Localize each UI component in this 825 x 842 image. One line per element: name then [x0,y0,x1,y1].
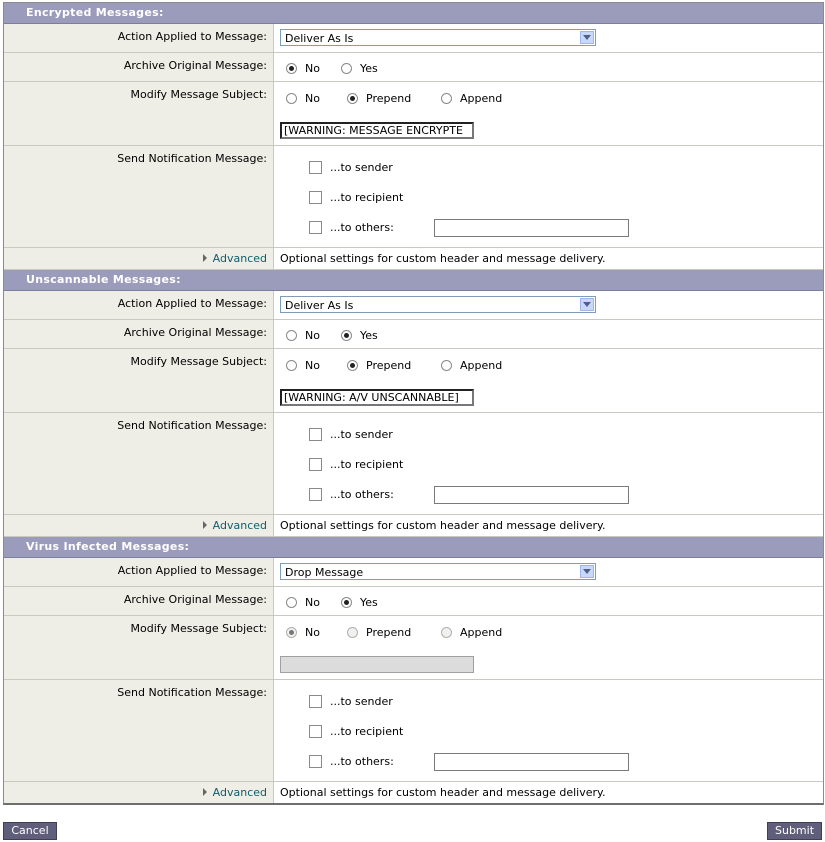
archive-yes-option[interactable] [341,329,378,342]
action-select-value: Drop Message [285,566,364,579]
action-select-value: Deliver As Is [285,299,354,312]
archive-yes-radio[interactable] [341,330,352,341]
section-header-unscannable: Unscannable Messages: [4,270,823,291]
notify-sender-checkbox[interactable] [309,428,322,441]
subject-prepend-label: Prepend [366,359,412,372]
notify-sender-checkbox[interactable] [309,695,322,708]
notify-others-checkbox[interactable] [309,488,322,501]
notify-others-input[interactable] [434,219,629,237]
notify-others-option[interactable] [309,221,394,234]
archive-yes-label: Yes [360,62,378,75]
subject-prepend-radio[interactable] [347,627,358,638]
notify-recipient-label: ...to recipient [330,725,404,738]
subject-append-label: Append [460,92,503,105]
notify-sender-option[interactable] [309,695,393,708]
subject-no-label: No [305,92,320,105]
subject-no-label: No [305,626,320,639]
antivirus-settings-panel [3,2,824,805]
subject-append-option[interactable] [441,626,502,639]
notify-label: Send Notification Message: [4,680,274,781]
notify-sender-option[interactable] [309,161,393,174]
subject-append-label: Append [460,359,503,372]
row-advanced [4,515,823,537]
notify-others-option[interactable] [309,488,394,501]
subject-prepend-radio[interactable] [347,93,358,104]
row-archive [4,587,823,616]
triangle-right-icon [203,521,207,529]
row-advanced [4,782,823,803]
subject-no-radio[interactable] [286,93,297,104]
archive-no-label: No [305,329,320,342]
subject-append-option[interactable] [441,92,502,105]
archive-yes-label: Yes [360,596,378,609]
subject-prepend-option[interactable] [347,359,411,372]
subject-prepend-label: Prepend [366,92,412,105]
subject-append-label: Append [460,626,503,639]
row-action [4,291,823,320]
notify-sender-label: ...to sender [330,428,393,441]
row-archive [4,320,823,349]
chevron-down-icon[interactable] [580,31,594,44]
notify-others-checkbox[interactable] [309,221,322,234]
section-header-encrypted: Encrypted Messages: [4,3,823,24]
archive-yes-radio[interactable] [341,597,352,608]
modify-label: Modify Message Subject: [4,349,274,412]
advanced-toggle[interactable] [4,782,274,803]
subject-text-input[interactable]: [WARNING: A/V UNSCANNABLE] [280,389,474,406]
archive-no-radio[interactable] [286,63,297,74]
chevron-down-icon[interactable] [580,298,594,311]
triangle-right-icon [203,788,207,796]
action-select[interactable] [280,563,596,580]
archive-yes-option[interactable] [341,596,378,609]
advanced-description: Optional settings for custom header and message delivery. [280,786,606,799]
submit-button[interactable]: Submit [767,822,822,840]
notify-others-label: ...to others: [330,488,394,501]
subject-no-radio[interactable] [286,627,297,638]
archive-yes-option[interactable] [341,62,378,75]
notify-recipient-checkbox[interactable] [309,191,322,204]
action-label: Action Applied to Message: [4,24,274,52]
subject-append-radio[interactable] [441,627,452,638]
archive-label: Archive Original Message: [4,53,274,81]
notify-recipient-checkbox[interactable] [309,458,322,471]
notify-label: Send Notification Message: [4,146,274,247]
advanced-description: Optional settings for custom header and message delivery. [280,252,606,265]
subject-prepend-radio[interactable] [347,360,358,371]
archive-yes-radio[interactable] [341,63,352,74]
notify-sender-label: ...to sender [330,161,393,174]
notify-recipient-option[interactable] [309,191,403,204]
advanced-link[interactable]: Advanced [212,252,267,265]
subject-append-radio[interactable] [441,93,452,104]
notify-sender-option[interactable] [309,428,393,441]
subject-append-option[interactable] [441,359,502,372]
subject-no-label: No [305,359,320,372]
row-notification [4,146,823,248]
subject-prepend-option[interactable] [347,92,411,105]
advanced-description: Optional settings for custom header and message delivery. [280,519,606,532]
row-notification [4,413,823,515]
notify-others-label: ...to others: [330,221,394,234]
archive-no-label: No [305,596,320,609]
row-modify-subject [4,82,823,146]
action-select[interactable] [280,29,596,46]
action-select[interactable] [280,296,596,313]
notify-recipient-option[interactable] [309,458,403,471]
subject-text-input[interactable]: [WARNING: MESSAGE ENCRYPTE [280,122,474,139]
row-action [4,558,823,587]
row-notification [4,680,823,782]
notify-recipient-label: ...to recipient [330,191,404,204]
notify-recipient-checkbox[interactable] [309,725,322,738]
notify-others-input[interactable] [434,753,629,771]
subject-no-option[interactable] [286,92,320,105]
archive-no-option[interactable] [286,596,320,609]
archive-label: Archive Original Message: [4,320,274,348]
subject-no-radio[interactable] [286,360,297,371]
subject-no-option[interactable] [286,626,320,639]
row-modify-subject [4,349,823,413]
notify-others-input[interactable] [434,486,629,504]
subject-text-input-disabled[interactable] [280,656,474,673]
action-select-value: Deliver As Is [285,32,354,45]
archive-no-label: No [305,62,320,75]
archive-no-radio[interactable] [286,597,297,608]
modify-label: Modify Message Subject: [4,82,274,145]
archive-no-option[interactable] [286,62,320,75]
subject-prepend-label: Prepend [366,626,412,639]
row-modify-subject [4,616,823,680]
row-action [4,24,823,53]
notify-sender-label: ...to sender [330,695,393,708]
action-label: Action Applied to Message: [4,558,274,586]
row-archive [4,53,823,82]
notify-recipient-label: ...to recipient [330,458,404,471]
cancel-button[interactable]: Cancel [3,822,57,840]
subject-append-radio[interactable] [441,360,452,371]
row-advanced [4,248,823,270]
chevron-down-icon[interactable] [580,565,594,578]
advanced-link[interactable]: Advanced [212,519,267,532]
subject-prepend-option[interactable] [347,626,411,639]
archive-no-option[interactable] [286,329,320,342]
advanced-toggle[interactable] [4,248,274,269]
advanced-link[interactable]: Advanced [212,786,267,799]
advanced-toggle[interactable] [4,515,274,536]
archive-no-radio[interactable] [286,330,297,341]
modify-label: Modify Message Subject: [4,616,274,679]
triangle-right-icon [203,254,207,262]
action-label: Action Applied to Message: [4,291,274,319]
notify-others-option[interactable] [309,755,394,768]
notify-others-label: ...to others: [330,755,394,768]
notify-sender-checkbox[interactable] [309,161,322,174]
notify-label: Send Notification Message: [4,413,274,514]
subject-no-option[interactable] [286,359,320,372]
notify-others-checkbox[interactable] [309,755,322,768]
section-header-virus-infected: Virus Infected Messages: [4,537,823,558]
notify-recipient-option[interactable] [309,725,403,738]
archive-label: Archive Original Message: [4,587,274,615]
archive-yes-label: Yes [360,329,378,342]
